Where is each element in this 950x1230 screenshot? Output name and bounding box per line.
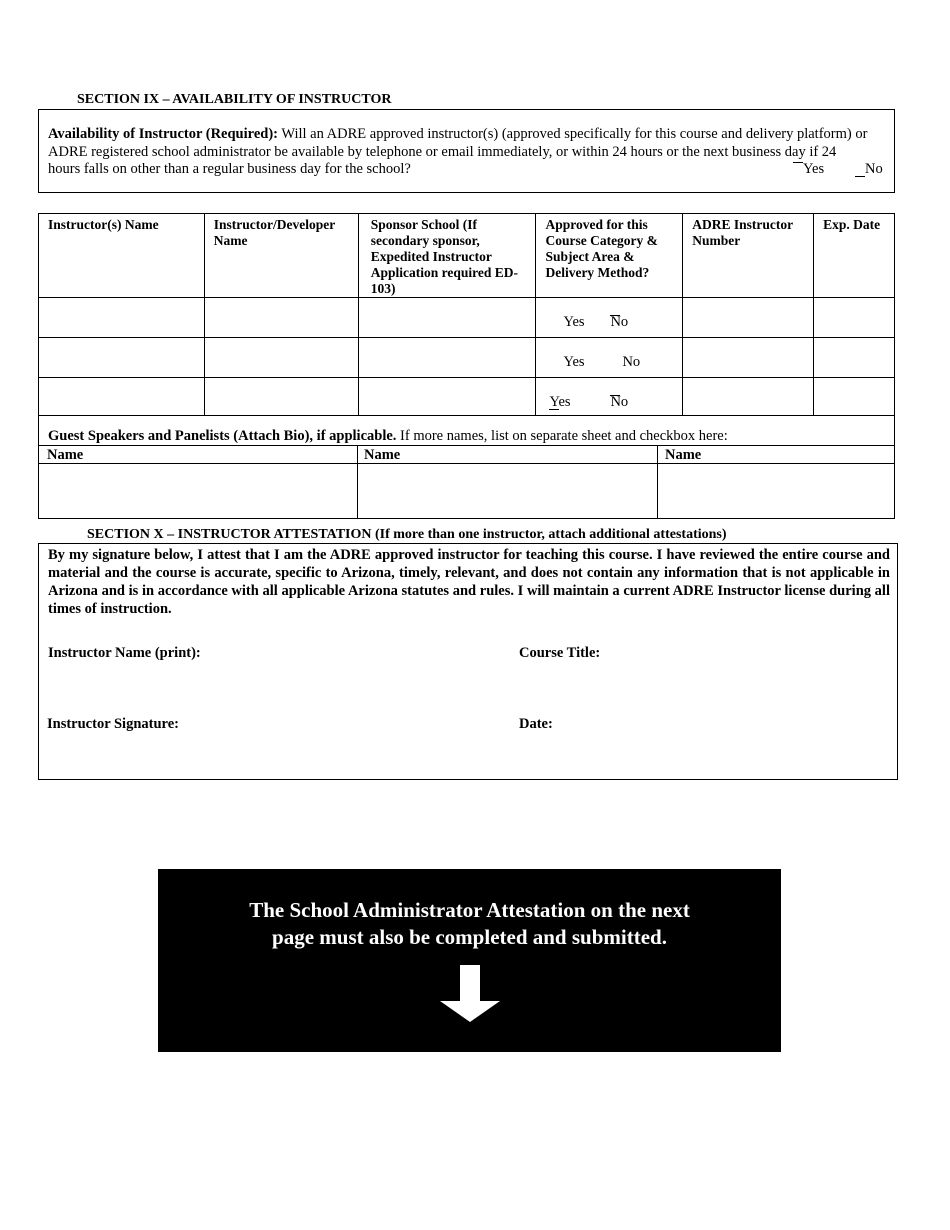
header-adre-number: ADRE Instructor Number xyxy=(683,214,814,298)
instructor-signature-label: Instructor Signature: xyxy=(47,716,179,732)
instructor-name-field[interactable] xyxy=(219,640,509,664)
availability-yes-option[interactable]: Yes xyxy=(793,161,824,178)
table-row xyxy=(39,338,895,378)
guest-name-header: Name xyxy=(47,447,84,463)
guest-divider-bottom xyxy=(38,463,895,464)
guest-name-field[interactable] xyxy=(359,465,656,518)
section-ix-title: SECTION IX – AVAILABILITY OF INSTRUCTOR xyxy=(77,92,392,107)
guest-name-field[interactable] xyxy=(39,465,356,518)
banner-message xyxy=(158,897,781,951)
sponsor-school-cell[interactable] xyxy=(358,298,536,338)
header-instructor-name: Instructor(s) Name xyxy=(39,214,205,298)
next-page-banner xyxy=(158,869,781,1052)
header-approved: Approved for this Course Category & Subject Area & Delivery Method? xyxy=(536,214,683,298)
guest-name-header: Name xyxy=(665,447,702,463)
guest-name-field[interactable] xyxy=(659,465,894,518)
table-row xyxy=(39,378,895,416)
attestation-statement: By my signature below, I attest that I am the ADRE approved instructor for teaching this course. I have reviewed the entire course and material and the course is accurate, specific to Arizona, timely, relevant, and does not contain any information that is not applicable in Arizona and is in accordance with all applicable Arizona statutes and rules. I will maintain a current ADRE Instructor license during all times of instruction. xyxy=(48,547,890,617)
developer-name-cell[interactable] xyxy=(204,378,358,416)
exp-date-cell[interactable] xyxy=(814,338,895,378)
instructor-table xyxy=(38,213,895,416)
exp-date-cell[interactable] xyxy=(814,298,895,338)
date-field[interactable] xyxy=(564,711,889,735)
developer-name-cell[interactable] xyxy=(204,338,358,378)
banner-line-1: The School Administrator Attestation on the next xyxy=(249,898,690,922)
table-header-row xyxy=(39,214,895,298)
approved-cell: Yes No xyxy=(536,338,683,378)
checkbox-icon[interactable] xyxy=(855,161,865,171)
guest-speakers-instructions: Guest Speakers and Panelists (Attach Bio), if applicable. If more names, list on separate sheet and checkbox here: xyxy=(48,428,728,444)
attestation-box xyxy=(38,543,898,780)
header-exp-date: Exp. Date xyxy=(814,214,895,298)
instructor-name-cell[interactable] xyxy=(39,378,205,416)
availability-label: Availability of Instructor (Required): xyxy=(48,126,278,142)
availability-no-option[interactable]: No xyxy=(855,161,883,178)
guest-name-header: Name xyxy=(364,447,401,463)
header-developer-name: Instructor/Developer Name xyxy=(204,214,358,298)
instructor-name-label: Instructor Name (print): xyxy=(48,645,201,661)
arrow-down-icon xyxy=(438,965,502,1023)
course-title-field[interactable] xyxy=(614,640,889,664)
instructor-name-cell[interactable] xyxy=(39,338,205,378)
course-title-label: Course Title: xyxy=(519,645,601,661)
exp-date-cell[interactable] xyxy=(814,378,895,416)
availability-text: Will an ADRE approved instructor(s) (approved specifically for this course and delivery platform) or ADRE registered school administrator be available by telephone or email immediately, or within 24 hours or the next business day if 24 hours falls on other than a regular business day for the school? xyxy=(48,126,868,177)
checkbox-icon[interactable] xyxy=(793,161,803,171)
sponsor-school-cell[interactable] xyxy=(358,338,536,378)
section-x-title: SECTION X – INSTRUCTOR ATTESTATION (If more than one instructor, attach additional attestations) xyxy=(87,527,727,542)
guest-speakers-label: Guest Speakers and Panelists (Attach Bio), if applicable. xyxy=(48,428,397,444)
availability-box xyxy=(38,109,895,193)
availability-question xyxy=(48,126,868,179)
banner-line-2: page must also be completed and submitted. xyxy=(272,925,667,949)
instructor-signature-field[interactable] xyxy=(194,711,509,735)
date-label: Date: xyxy=(519,716,553,732)
approved-cell: Yes No xyxy=(536,378,683,416)
table-row xyxy=(39,298,895,338)
guest-column-divider xyxy=(657,445,658,519)
header-sponsor-school: Sponsor School (If secondary sponsor, Expedited Instructor Application required ED-103) xyxy=(358,214,536,298)
developer-name-cell[interactable] xyxy=(204,298,358,338)
adre-number-cell[interactable] xyxy=(683,298,814,338)
adre-number-cell[interactable] xyxy=(683,378,814,416)
guest-column-divider xyxy=(357,445,358,519)
sponsor-school-cell[interactable] xyxy=(358,378,536,416)
approved-cell: Yes No xyxy=(536,298,683,338)
adre-number-cell[interactable] xyxy=(683,338,814,378)
instructor-name-cell[interactable] xyxy=(39,298,205,338)
guest-divider-top xyxy=(38,445,895,446)
